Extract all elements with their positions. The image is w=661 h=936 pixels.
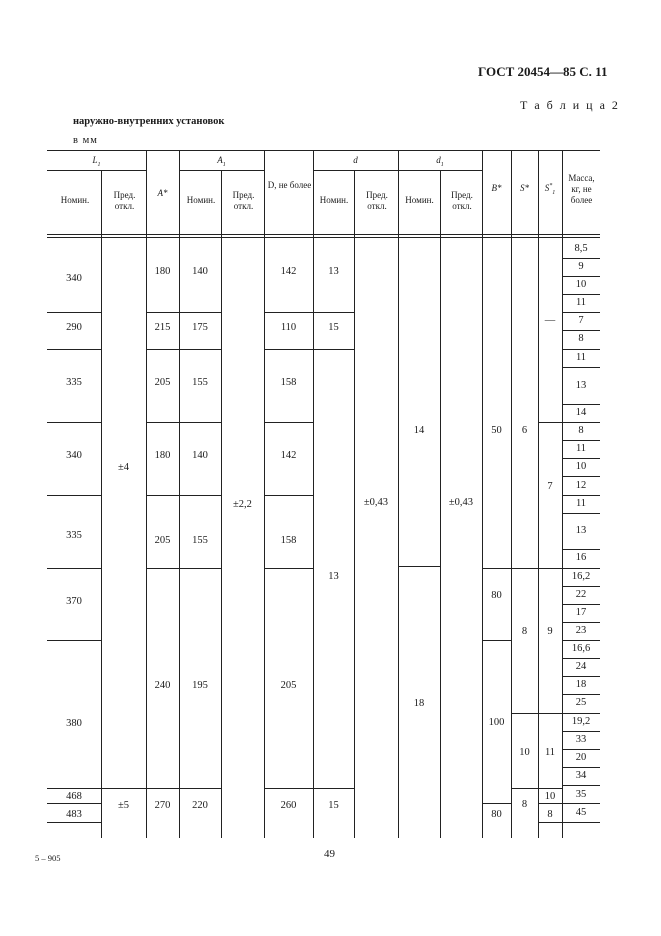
cell: 260 [280,800,297,811]
cell: 35 [575,789,587,800]
cell: 205 [154,377,171,388]
cell: 10 [575,461,587,472]
col-L1-nom: Номин. [60,195,90,205]
cell: 80 [491,590,502,601]
cell: 9 [578,261,584,272]
cell: 33 [575,734,587,745]
cell: 340 [66,273,82,284]
cell: ±0,43 [363,497,389,508]
col-d-tol: Пред. откл. [366,190,388,211]
cell: 9 [547,626,553,637]
cell: 205 [154,535,171,546]
cell: 45 [575,807,587,818]
cell: 15 [328,800,339,811]
cell: 7 [547,481,553,492]
cell: 11 [544,747,556,758]
cell: 380 [66,718,82,729]
footer-code: 5 – 905 [35,853,61,863]
cell: 12 [575,480,587,491]
col-A1-tol: Пред. откл. [232,190,255,211]
cell: 25 [575,697,587,708]
col-d1-tol: Пред. откл. [451,190,473,211]
cell: 14 [413,425,425,436]
cell: 11 [575,498,587,509]
cell: 16,6 [571,643,591,654]
cell: 23 [575,625,587,636]
cell: — [544,315,556,326]
cell: 10 [519,747,530,758]
cell: 205 [280,680,297,691]
cell: 158 [280,535,297,546]
cell: 335 [66,530,82,541]
col-L1-tol: Пред. откл. [113,190,136,211]
cell: 20 [575,752,587,763]
cell: 15 [328,322,339,333]
cell: ±2,2 [233,499,252,510]
cell: 175 [192,322,208,333]
cell: 13 [575,525,587,536]
cell: 6 [521,425,528,436]
cell: 483 [66,809,82,820]
cell: 468 [66,791,82,802]
col-d-nom: Номин. [319,195,349,205]
table-caption: Т а б л и ц а 2 [520,98,620,112]
cell: ±5 [117,800,129,811]
cell: 220 [192,800,208,811]
cell: 155 [192,535,208,546]
cell: 290 [66,322,82,333]
col-S-star: S* [520,183,529,193]
cell: 34 [575,770,587,781]
cell: 80 [491,809,502,820]
cell: 142 [280,450,297,461]
cell: 13 [575,380,587,391]
cell: 11 [575,297,587,308]
cell: 142 [280,266,297,277]
cell: 17 [575,607,587,618]
cell: ±4 [117,462,129,473]
col-d1-nom: Номин. [405,195,434,205]
cell: 195 [192,680,208,691]
cell: 13 [328,571,339,582]
cell: 7 [578,315,584,326]
cell: 270 [154,800,171,811]
units-note: в мм [73,135,98,146]
cell: 18 [413,698,425,709]
cell: 180 [154,266,171,277]
cell: 14 [575,407,587,418]
cell: 140 [192,450,208,461]
cell: 240 [154,680,171,691]
cell: 370 [66,596,82,607]
cell: 335 [66,377,82,388]
col-S1-star: $S^*_1$ [544,183,556,196]
cell: 22 [575,589,587,600]
cell: 8 [521,799,528,810]
cell: 110 [280,322,297,333]
col-D: D, не более [267,180,312,190]
cell: 340 [66,450,82,461]
cell: 10 [575,279,587,290]
cell: 18 [575,679,587,690]
cell: 24 [575,661,587,672]
col-A1-nom: Номин. [186,195,216,205]
cell: 140 [192,266,208,277]
cell: ±0,43 [448,497,474,508]
col-B-star: B* [491,183,502,193]
cell: 8 [578,425,584,436]
cell: 11 [575,352,587,363]
cell: 180 [154,450,171,461]
cell: 100 [488,717,505,728]
cell: 8 [521,626,528,637]
cell: 13 [328,266,339,277]
cell: 155 [192,377,208,388]
cell: 10 [544,791,556,802]
col-L1: $L_1$ [92,155,101,168]
col-d: d [353,155,358,165]
col-d1: $d_1$ [436,155,444,168]
col-A-star: A* [157,188,168,198]
cell: 8 [578,333,584,344]
cell: 19,2 [571,716,591,727]
cell: 8,5 [574,243,588,254]
cell: 215 [154,322,171,333]
cell: 50 [491,425,502,436]
table-subtitle: наружно-внутренних установок [73,116,225,127]
cell: 16 [575,552,587,563]
page-header: ГОСТ 20454—85 С. 11 [478,64,608,79]
cell: 16,2 [571,571,591,582]
page-number: 49 [324,848,335,860]
col-mass: Масса, кг, не более [568,173,595,205]
col-A1: $A_1$ [217,155,226,168]
cell: 158 [280,377,297,388]
cell: 11 [575,443,587,454]
cell: 8 [547,809,553,820]
